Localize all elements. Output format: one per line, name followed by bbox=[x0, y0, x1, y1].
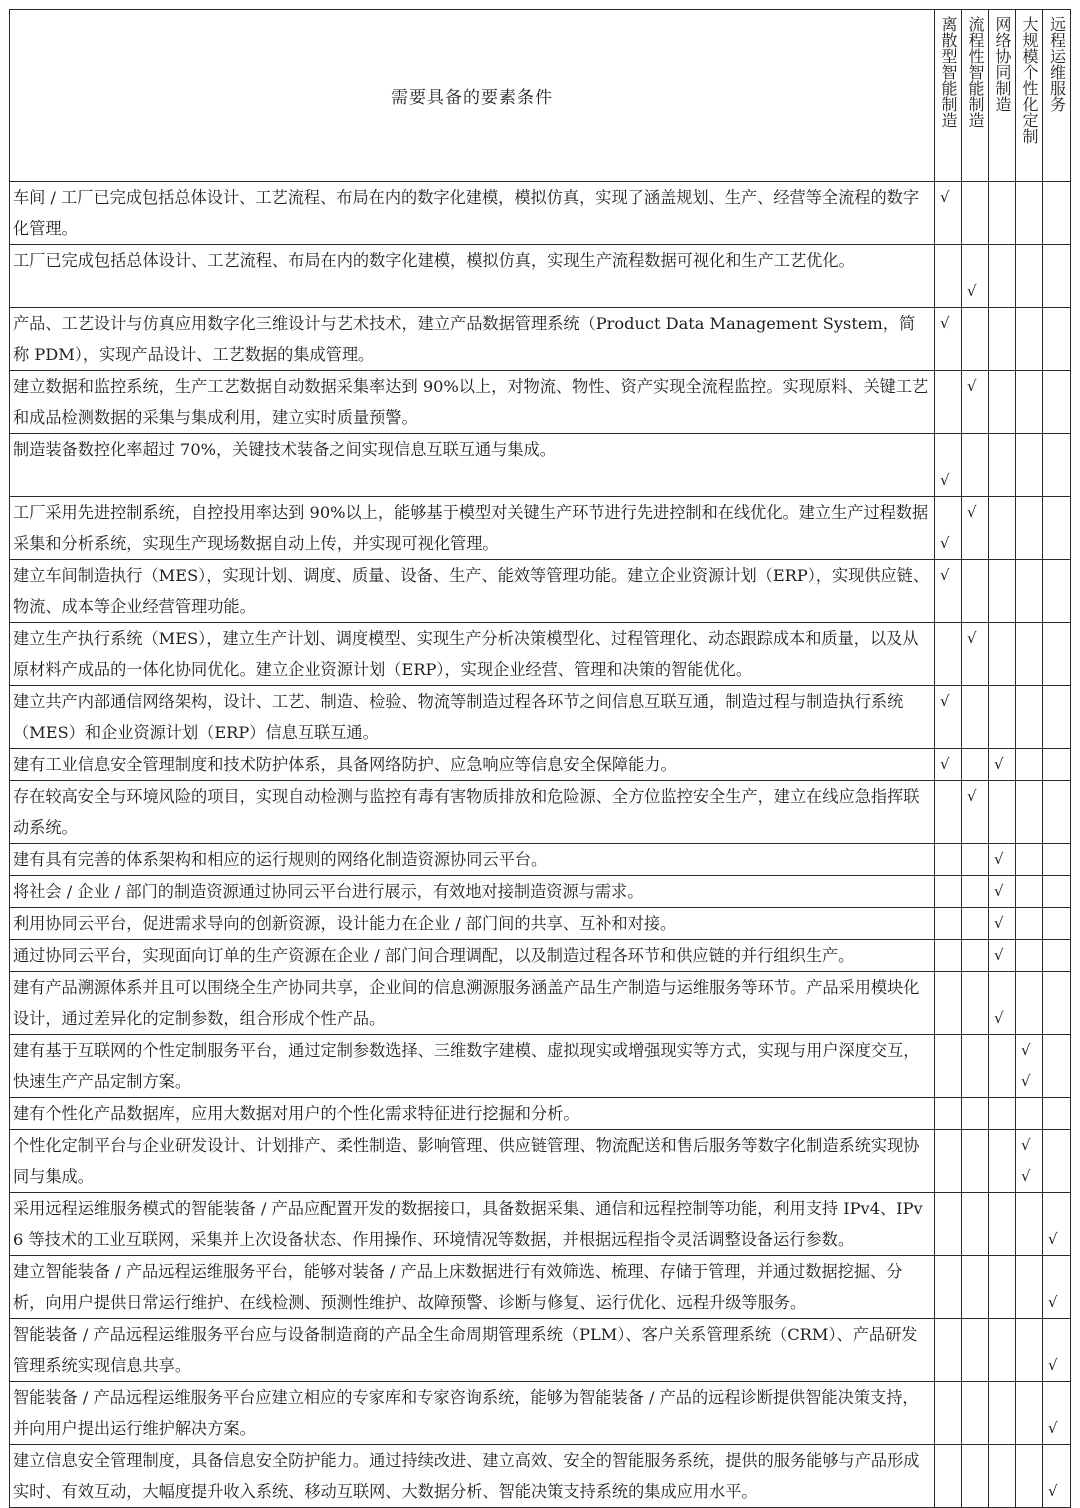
header-conditions: 需要具备的要素条件 bbox=[10, 10, 935, 182]
check-remote: √ bbox=[1043, 1382, 1071, 1445]
check-network: √ bbox=[989, 876, 1016, 908]
check-remote: √ bbox=[1043, 1193, 1071, 1256]
check-remote bbox=[1043, 497, 1071, 560]
condition-text: 将社会 / 企业 / 部门的制造资源通过协同云平台进行展示，有效地对接制造资源与需求。 bbox=[10, 876, 935, 908]
check-network: √ bbox=[989, 940, 1016, 972]
condition-text: 工厂采用先进控制系统，自控投用率达到 90%以上，能够基于模型对关键生产环节进行先进控制和在线优化。建立生产过程数据采集和分析系统，实现生产现场数据自动上传，并实现可视化管理。 bbox=[10, 497, 935, 560]
table-row bbox=[10, 434, 1071, 497]
check-network bbox=[989, 686, 1016, 749]
table-row bbox=[10, 1319, 1071, 1382]
check-remote bbox=[1043, 749, 1071, 781]
check-network bbox=[989, 1319, 1016, 1382]
table-row bbox=[10, 749, 1071, 781]
check-process bbox=[962, 940, 989, 972]
check-remote bbox=[1043, 940, 1071, 972]
check-network: √ bbox=[989, 749, 1016, 781]
header-col-discrete: 离散型智能制造 bbox=[935, 10, 962, 182]
check-discrete bbox=[935, 908, 962, 940]
table-row bbox=[10, 1256, 1071, 1319]
table-row bbox=[10, 686, 1071, 749]
table-row bbox=[10, 182, 1071, 245]
check-remote bbox=[1043, 781, 1071, 844]
check-remote bbox=[1043, 308, 1071, 371]
table-row bbox=[10, 1098, 1071, 1130]
check-discrete bbox=[935, 1193, 962, 1256]
check-discrete bbox=[935, 623, 962, 686]
check-customization bbox=[1016, 844, 1043, 876]
check-remote bbox=[1043, 560, 1071, 623]
check-customization: √ √ bbox=[1016, 1130, 1043, 1193]
check-remote bbox=[1043, 182, 1071, 245]
check-network bbox=[989, 1098, 1016, 1130]
condition-text: 建有产品溯源体系并且可以围绕全生产协同共享，企业间的信息溯源服务涵盖产品生产制造与运维服务等环节。产品采用模块化设计，通过差异化的定制参数，组合形成个性产品。 bbox=[10, 972, 935, 1035]
check-process bbox=[962, 434, 989, 497]
check-customization bbox=[1016, 497, 1043, 560]
table-row bbox=[10, 876, 1071, 908]
check-customization bbox=[1016, 1382, 1043, 1445]
check-network bbox=[989, 1256, 1016, 1319]
condition-text: 智能装备 / 产品远程运维服务平台应建立相应的专家库和专家咨询系统，能够为智能装备 / 产品的远程诊断提供智能决策支持，并向用户提出运行维护解决方案。 bbox=[10, 1382, 935, 1445]
table-row bbox=[10, 1445, 1071, 1508]
requirements-table bbox=[9, 9, 1071, 1508]
check-customization bbox=[1016, 1193, 1043, 1256]
condition-text: 建有具有完善的体系架构和相应的运行规则的网络化制造资源协同云平台。 bbox=[10, 844, 935, 876]
table-row bbox=[10, 1035, 1071, 1098]
check-process: √ bbox=[962, 245, 989, 308]
header-col-customization: 大规模个性化定制 bbox=[1016, 10, 1043, 182]
header-col-process: 流程性智能制造 bbox=[962, 10, 989, 182]
check-discrete: √ bbox=[935, 434, 962, 497]
check-discrete bbox=[935, 876, 962, 908]
check-process bbox=[962, 1319, 989, 1382]
check-customization bbox=[1016, 245, 1043, 308]
check-discrete bbox=[935, 940, 962, 972]
check-customization bbox=[1016, 623, 1043, 686]
check-process bbox=[962, 1098, 989, 1130]
condition-text: 通过协同云平台，实现面向订单的生产资源在企业 / 部门间合理调配，以及制造过程各环节和供应链的并行组织生产。 bbox=[10, 940, 935, 972]
check-network bbox=[989, 182, 1016, 245]
condition-text: 建立车间制造执行（MES），实现计划、调度、质量、设备、生产、能效等管理功能。建立企业资源计划（ERP），实现供应链、物流、成本等企业经营管理功能。 bbox=[10, 560, 935, 623]
check-customization: √ √ bbox=[1016, 1035, 1043, 1098]
check-network bbox=[989, 781, 1016, 844]
check-customization bbox=[1016, 781, 1043, 844]
check-process bbox=[962, 560, 989, 623]
check-remote: √ bbox=[1043, 1319, 1071, 1382]
check-process bbox=[962, 308, 989, 371]
check-discrete: √ bbox=[935, 560, 962, 623]
check-process: √ bbox=[962, 623, 989, 686]
table-row bbox=[10, 1382, 1071, 1445]
check-process bbox=[962, 972, 989, 1035]
check-remote: √ bbox=[1043, 1445, 1071, 1508]
table-row bbox=[10, 972, 1071, 1035]
condition-text: 建有个性化产品数据库，应用大数据对用户的个性化需求特征进行挖掘和分析。 bbox=[10, 1098, 935, 1130]
check-process bbox=[962, 844, 989, 876]
check-discrete: √ bbox=[935, 497, 962, 560]
check-discrete bbox=[935, 1382, 962, 1445]
check-remote bbox=[1043, 876, 1071, 908]
check-customization bbox=[1016, 371, 1043, 434]
condition-text: 工厂已完成包括总体设计、工艺流程、布局在内的数字化建模，模拟仿真，实现生产流程数据可视化和生产工艺优化。 bbox=[10, 245, 935, 308]
check-customization bbox=[1016, 1445, 1043, 1508]
check-discrete bbox=[935, 1130, 962, 1193]
header-col-network: 网络协同制造 bbox=[989, 10, 1016, 182]
check-customization bbox=[1016, 972, 1043, 1035]
check-discrete bbox=[935, 972, 962, 1035]
check-customization bbox=[1016, 1319, 1043, 1382]
table-row bbox=[10, 908, 1071, 940]
check-process bbox=[962, 1445, 989, 1508]
check-network bbox=[989, 1382, 1016, 1445]
check-customization bbox=[1016, 1098, 1043, 1130]
check-discrete bbox=[935, 371, 962, 434]
check-process bbox=[962, 1193, 989, 1256]
check-discrete: √ bbox=[935, 308, 962, 371]
check-customization bbox=[1016, 876, 1043, 908]
check-discrete bbox=[935, 1445, 962, 1508]
check-network bbox=[989, 1445, 1016, 1508]
check-network bbox=[989, 1193, 1016, 1256]
check-customization bbox=[1016, 940, 1043, 972]
check-remote bbox=[1043, 1098, 1071, 1130]
check-network bbox=[989, 245, 1016, 308]
check-remote bbox=[1043, 686, 1071, 749]
check-network bbox=[989, 623, 1016, 686]
check-process: √ bbox=[962, 497, 989, 560]
check-customization bbox=[1016, 1256, 1043, 1319]
check-process bbox=[962, 182, 989, 245]
check-process bbox=[962, 1256, 989, 1319]
check-remote bbox=[1043, 371, 1071, 434]
condition-text: 个性化定制平台与企业研发设计、计划排产、柔性制造、影响管理、供应链管理、物流配送和售后服务等数字化制造系统实现协同与集成。 bbox=[10, 1130, 935, 1193]
header-col-remote: 远程运维服务 bbox=[1043, 10, 1071, 182]
check-remote bbox=[1043, 434, 1071, 497]
condition-text: 建立共产内部通信网络架构，设计、工艺、制造、检验、物流等制造过程各环节之间信息互联互通，制造过程与制造执行系统（MES）和企业资源计划（ERP）信息互联互通。 bbox=[10, 686, 935, 749]
condition-text: 智能装备 / 产品远程运维服务平台应与设备制造商的产品全生命周期管理系统（PLM）、客户关系管理系统（CRM）、产品研发管理系统实现信息共享。 bbox=[10, 1319, 935, 1382]
check-discrete bbox=[935, 1098, 962, 1130]
check-process: √ bbox=[962, 781, 989, 844]
check-process bbox=[962, 876, 989, 908]
check-remote bbox=[1043, 972, 1071, 1035]
check-discrete bbox=[935, 1035, 962, 1098]
check-remote bbox=[1043, 245, 1071, 308]
condition-text: 建有工业信息安全管理制度和技术防护体系，具备网络防护、应急响应等信息安全保障能力。 bbox=[10, 749, 935, 781]
check-discrete bbox=[935, 1256, 962, 1319]
table-row bbox=[10, 781, 1071, 844]
check-remote bbox=[1043, 623, 1071, 686]
check-discrete: √ bbox=[935, 686, 962, 749]
check-remote bbox=[1043, 1035, 1071, 1098]
check-process bbox=[962, 1382, 989, 1445]
check-process bbox=[962, 908, 989, 940]
condition-text: 车间 / 工厂已完成包括总体设计、工艺流程、布局在内的数字化建模，模拟仿真，实现了涵盖规划、生产、经营等全流程的数字化管理。 bbox=[10, 182, 935, 245]
check-customization bbox=[1016, 908, 1043, 940]
check-customization bbox=[1016, 182, 1043, 245]
check-process: √ bbox=[962, 371, 989, 434]
table-row bbox=[10, 371, 1071, 434]
check-customization bbox=[1016, 308, 1043, 371]
table-row bbox=[10, 844, 1071, 876]
check-discrete bbox=[935, 781, 962, 844]
condition-text: 制造装备数控化率超过 70%，关键技术装备之间实现信息互联互通与集成。 bbox=[10, 434, 935, 497]
check-network bbox=[989, 560, 1016, 623]
condition-text: 建立智能装备 / 产品远程运维服务平台，能够对装备 / 产品上床数据进行有效筛选、梳理、存储于管理，并通过数据挖掘、分析，向用户提供日常运行维护、在线检测、预测性维护、故障预警、诊断与修复、运行优化、远程升级等服务。 bbox=[10, 1256, 935, 1319]
check-network bbox=[989, 1035, 1016, 1098]
check-remote bbox=[1043, 908, 1071, 940]
check-network bbox=[989, 371, 1016, 434]
table-row bbox=[10, 623, 1071, 686]
condition-text: 产品、工艺设计与仿真应用数字化三维设计与艺术技术，建立产品数据管理系统（Product Data Management System，简称 PDM），实现产品设计、工艺数据的集成管理。 bbox=[10, 308, 935, 371]
check-network: √ bbox=[989, 972, 1016, 1035]
check-customization bbox=[1016, 686, 1043, 749]
check-discrete bbox=[935, 1319, 962, 1382]
check-network bbox=[989, 308, 1016, 371]
check-network bbox=[989, 1130, 1016, 1193]
check-discrete bbox=[935, 245, 962, 308]
table-row bbox=[10, 940, 1071, 972]
table-row bbox=[10, 1130, 1071, 1193]
check-process bbox=[962, 749, 989, 781]
check-network bbox=[989, 434, 1016, 497]
check-discrete: √ bbox=[935, 182, 962, 245]
check-discrete bbox=[935, 844, 962, 876]
condition-text: 存在较高安全与环境风险的项目，实现自动检测与监控有毒有害物质排放和危险源、全方位监控安全生产，建立在线应急指挥联动系统。 bbox=[10, 781, 935, 844]
check-discrete: √ bbox=[935, 749, 962, 781]
table-row bbox=[10, 497, 1071, 560]
condition-text: 建有基于互联网的个性定制服务平台，通过定制参数选择、三维数字建模、虚拟现实或增强现实等方式，实现与用户深度交互，快速生产产品定制方案。 bbox=[10, 1035, 935, 1098]
check-customization bbox=[1016, 434, 1043, 497]
table-row bbox=[10, 560, 1071, 623]
check-remote bbox=[1043, 844, 1071, 876]
condition-text: 建立生产执行系统（MES），建立生产计划、调度模型、实现生产分析决策模型化、过程管理化、动态跟踪成本和质量，以及从原材料产成品的一体化协同优化。建立企业资源计划（ERP），实现企业经营、管理和决策的智能优化。 bbox=[10, 623, 935, 686]
condition-text: 采用远程运维服务模式的智能装备 / 产品应配置开发的数据接口，具备数据采集、通信和远程控制等功能，利用支持 IPv4、IPv6 等技术的工业互联网，采集并上次设备状态、作用操作、环境情况等数据，并根据远程指令灵活调整设备运行参数。 bbox=[10, 1193, 935, 1256]
check-customization bbox=[1016, 749, 1043, 781]
check-process bbox=[962, 1035, 989, 1098]
condition-text: 建立信息安全管理制度，具备信息安全防护能力。通过持续改进、建立高效、安全的智能服务系统，提供的服务能够与产品形成实时、有效互动，大幅度提升收入系统、移动互联网、大数据分析、智能决策支持系统的集成应用水平。 bbox=[10, 1445, 935, 1508]
condition-text: 建立数据和监控系统，生产工艺数据自动数据采集率达到 90%以上，对物流、物性、资产实现全流程监控。实现原料、关键工艺和成品检测数据的采集与集成利用，建立实时质量预警。 bbox=[10, 371, 935, 434]
check-network bbox=[989, 497, 1016, 560]
condition-text: 利用协同云平台，促进需求导向的创新资源，设计能力在企业 / 部门间的共享、互补和对接。 bbox=[10, 908, 935, 940]
check-remote: √ bbox=[1043, 1256, 1071, 1319]
table-row bbox=[10, 308, 1071, 371]
check-process bbox=[962, 1130, 989, 1193]
check-customization bbox=[1016, 560, 1043, 623]
table-row bbox=[10, 245, 1071, 308]
check-network: √ bbox=[989, 908, 1016, 940]
check-remote bbox=[1043, 1130, 1071, 1193]
table-row bbox=[10, 1193, 1071, 1256]
check-process bbox=[962, 686, 989, 749]
check-network: √ bbox=[989, 844, 1016, 876]
header-row bbox=[10, 10, 1071, 182]
